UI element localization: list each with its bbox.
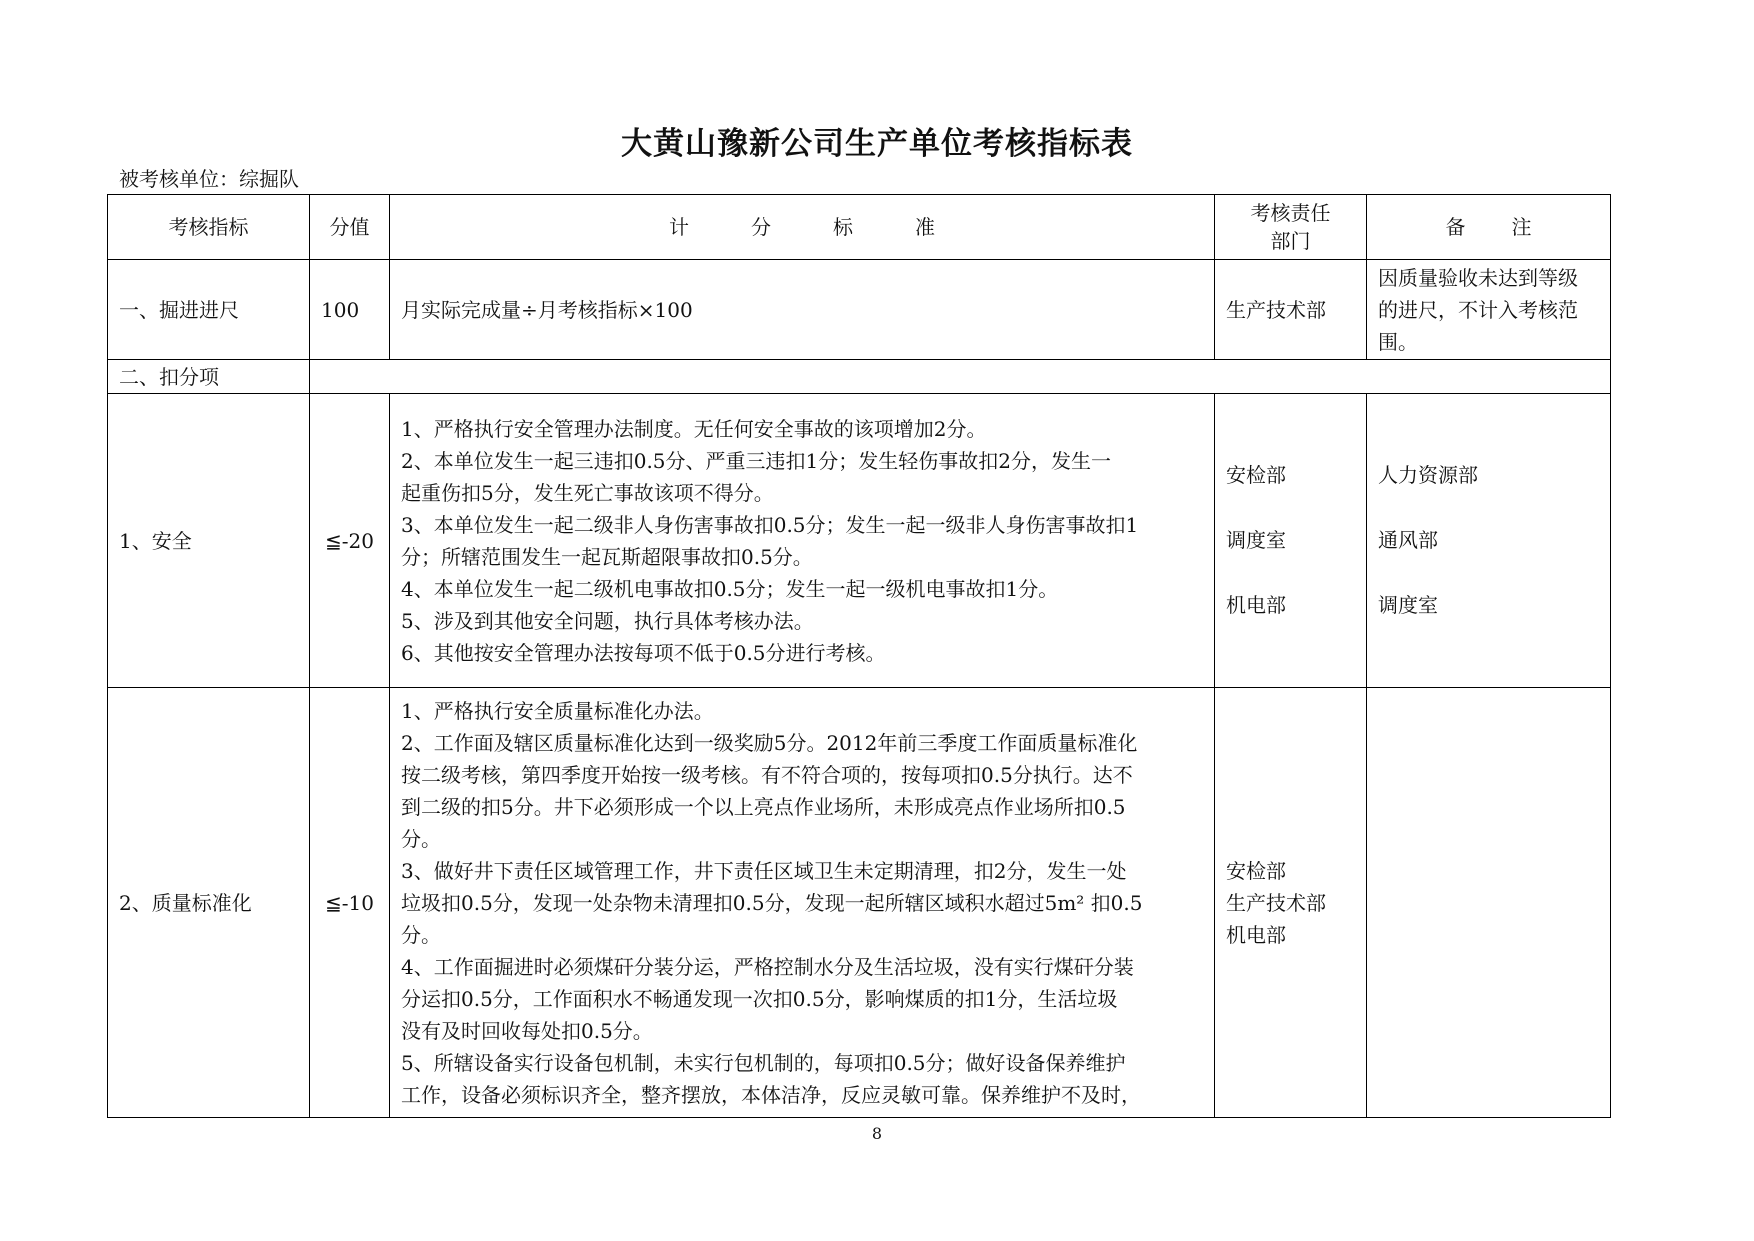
- criteria-line: 1、严格执行安全质量标准化办法。: [401, 698, 714, 723]
- header-criteria-char: 计: [669, 215, 689, 239]
- row-remarks: [1367, 688, 1611, 1118]
- dept-line: 安检部: [1226, 463, 1286, 487]
- table-row: [108, 688, 1611, 1118]
- criteria-line: 到二级的扣5分。井下必须形成一个以上亮点作业场所，未形成亮点作业场所扣0.5: [401, 794, 1126, 819]
- row-dept: 生产技术部: [1215, 260, 1367, 360]
- header-dept-line: 考核责任: [1250, 201, 1331, 225]
- criteria-line: 垃圾扣0.5分，发现一处杂物未清理扣0.5分，发现一起所辖区域积水超过5m² 扣0.5: [401, 890, 1143, 915]
- row-dept: [1215, 688, 1367, 1118]
- row-indicator: 二、扣分项: [108, 360, 310, 394]
- row-indicator: 1、安全: [108, 394, 310, 688]
- table-row: [108, 360, 1611, 394]
- dept-line: 生产技术部: [1226, 890, 1326, 915]
- criteria-line: 4、本单位发生一起二级机电事故扣0.5分；发生一起一级机电事故扣1分。: [401, 576, 1059, 601]
- header-dept-line: 部门: [1270, 229, 1311, 253]
- criteria-line: 分。: [401, 922, 441, 947]
- header-score: 分值: [310, 195, 390, 260]
- remarks-line: 通风部: [1378, 528, 1438, 552]
- criteria-line: 没有及时回收每处扣0.5分。: [401, 1018, 653, 1043]
- row-indicator: 2、质量标准化: [108, 688, 310, 1118]
- dept-line: 机电部: [1226, 593, 1286, 617]
- header-criteria-char: 分: [751, 215, 771, 239]
- dept-line: 安检部: [1226, 858, 1286, 883]
- criteria-line: 3、做好井下责任区域管理工作，井下责任区域卫生未定期清理，扣2分，发生一处: [401, 858, 1127, 883]
- table-row: [108, 260, 1611, 360]
- row-empty-span: [310, 360, 1611, 394]
- criteria-line: 1、严格执行安全管理办法制度。无任何安全事故的该项增加2分。: [401, 416, 987, 441]
- header-dept: [1215, 195, 1367, 260]
- criteria-line: 按二级考核，第四季度开始按一级考核。有不符合项的，按每项扣0.5分执行。达不: [401, 762, 1133, 787]
- table-header-row: [108, 195, 1611, 260]
- row-criteria: [390, 394, 1215, 688]
- header-remarks-char: 备: [1445, 215, 1466, 239]
- assessment-table: [107, 194, 1611, 1118]
- criteria-line: 分；所辖范围发生一起瓦斯超限事故扣0.5分。: [401, 544, 813, 569]
- criteria-line: 工作，设备必须标识齐全，整齐摆放，本体洁净，反应灵敏可靠。保养维护不及时，: [401, 1082, 1141, 1107]
- header-criteria-char: 准: [915, 215, 935, 239]
- row-remarks: [1367, 394, 1611, 688]
- remarks-line: 调度室: [1378, 593, 1438, 617]
- criteria-line: 2、工作面及辖区质量标准化达到一级奖励5分。2012年前三季度工作面质量标准化: [401, 730, 1138, 755]
- criteria-line: 分运扣0.5分，工作面积水不畅通发现一次扣0.5分，影响煤质的扣1分，生活垃圾: [401, 986, 1118, 1011]
- header-criteria: [390, 195, 1215, 260]
- row-indicator: 一、掘进进尺: [108, 260, 310, 360]
- page-number: 8: [871, 1124, 883, 1143]
- dept-line: 机电部: [1226, 922, 1286, 947]
- row-score: ≦-10: [310, 688, 390, 1118]
- remarks-line: 的进尺，不计入考核范: [1378, 297, 1578, 322]
- remarks-line: 围。: [1378, 329, 1418, 354]
- criteria-line: 5、涉及到其他安全问题，执行具体考核办法。: [401, 608, 814, 633]
- criteria-line: 3、本单位发生一起二级非人身伤害事故扣0.5分；发生一起一级非人身伤害事故扣1: [401, 512, 1139, 537]
- table-row: [108, 394, 1611, 688]
- assessed-unit-label: 被考核单位：综掘队: [119, 167, 299, 191]
- header-remarks-char: 注: [1511, 215, 1532, 239]
- criteria-line: 4、工作面掘进时必须煤矸分装分运，严格控制水分及生活垃圾，没有实行煤矸分装: [401, 954, 1134, 979]
- remarks-line: 人力资源部: [1378, 463, 1478, 487]
- header-remarks: [1367, 195, 1611, 260]
- header-criteria-char: 标: [833, 215, 853, 239]
- row-score: 100: [310, 260, 390, 360]
- criteria-line: 2、本单位发生一起三违扣0.5分、严重三违扣1分；发生轻伤事故扣2分，发生一: [401, 448, 1111, 473]
- remarks-line: 因质量验收未达到等级: [1378, 265, 1578, 290]
- document-title: 大黄山豫新公司生产单位考核指标表: [621, 126, 1133, 162]
- row-criteria: [390, 688, 1215, 1118]
- row-remarks: [1367, 260, 1611, 360]
- criteria-line: 6、其他按安全管理办法按每项不低于0.5分进行考核。: [401, 640, 886, 665]
- row-criteria: 月实际完成量÷月考核指标×100: [390, 260, 1215, 360]
- criteria-line: 5、所辖设备实行设备包机制，未实行包机制的，每项扣0.5分；做好设备保养维护: [401, 1050, 1126, 1075]
- criteria-line: 起重伤扣5分，发生死亡事故该项不得分。: [401, 480, 774, 505]
- row-dept: [1215, 394, 1367, 688]
- criteria-line: 分。: [401, 826, 441, 851]
- row-score: ≦-20: [310, 394, 390, 688]
- dept-line: 调度室: [1226, 528, 1286, 552]
- header-indicator: 考核指标: [108, 195, 310, 260]
